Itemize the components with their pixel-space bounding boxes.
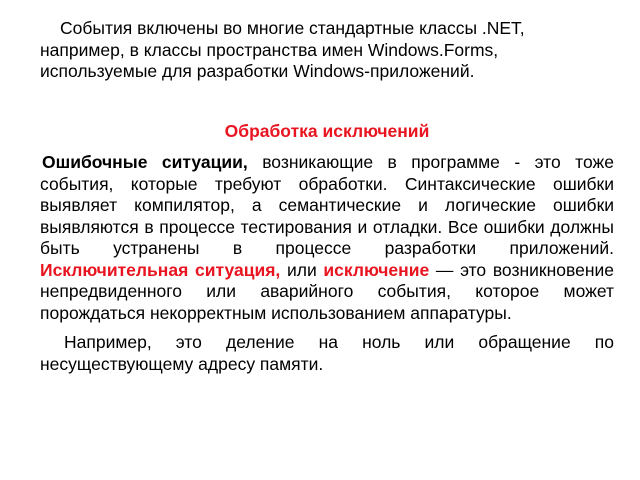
term-exception: исключение [323, 259, 430, 280]
term-error-situations: Ошибочные ситуации, [42, 152, 248, 172]
errors-paragraph [40, 152, 614, 324]
errors-text: возникающие в программе - это тоже события, которые требуют обработки. Синтаксические ошибки выявляет компилятор, а семантические и логические ошибки выявляются в процессе тестирования и отладки. Все ошибки должны быть устранены в процессе разработки приложений. [40, 152, 614, 258]
term-exceptional-situation: Исключительная ситуация, [40, 259, 281, 280]
intro-paragraph: События включены во многие стандартные классы .NET, например, в классы пространства имен Windows.Forms, используемые для разработки Windows-приложений. [40, 18, 525, 81]
or-text: или [280, 259, 324, 280]
example-paragraph: Например, это деление на ноль или обращение по несуществующему адресу памяти. [40, 332, 614, 374]
section-heading: Обработка исключений [224, 120, 430, 141]
exception-definition-text: — это возникновение непредвиденного или аварийного события, которое может порождаться некорректным использованием аппаратуры. [40, 259, 614, 323]
